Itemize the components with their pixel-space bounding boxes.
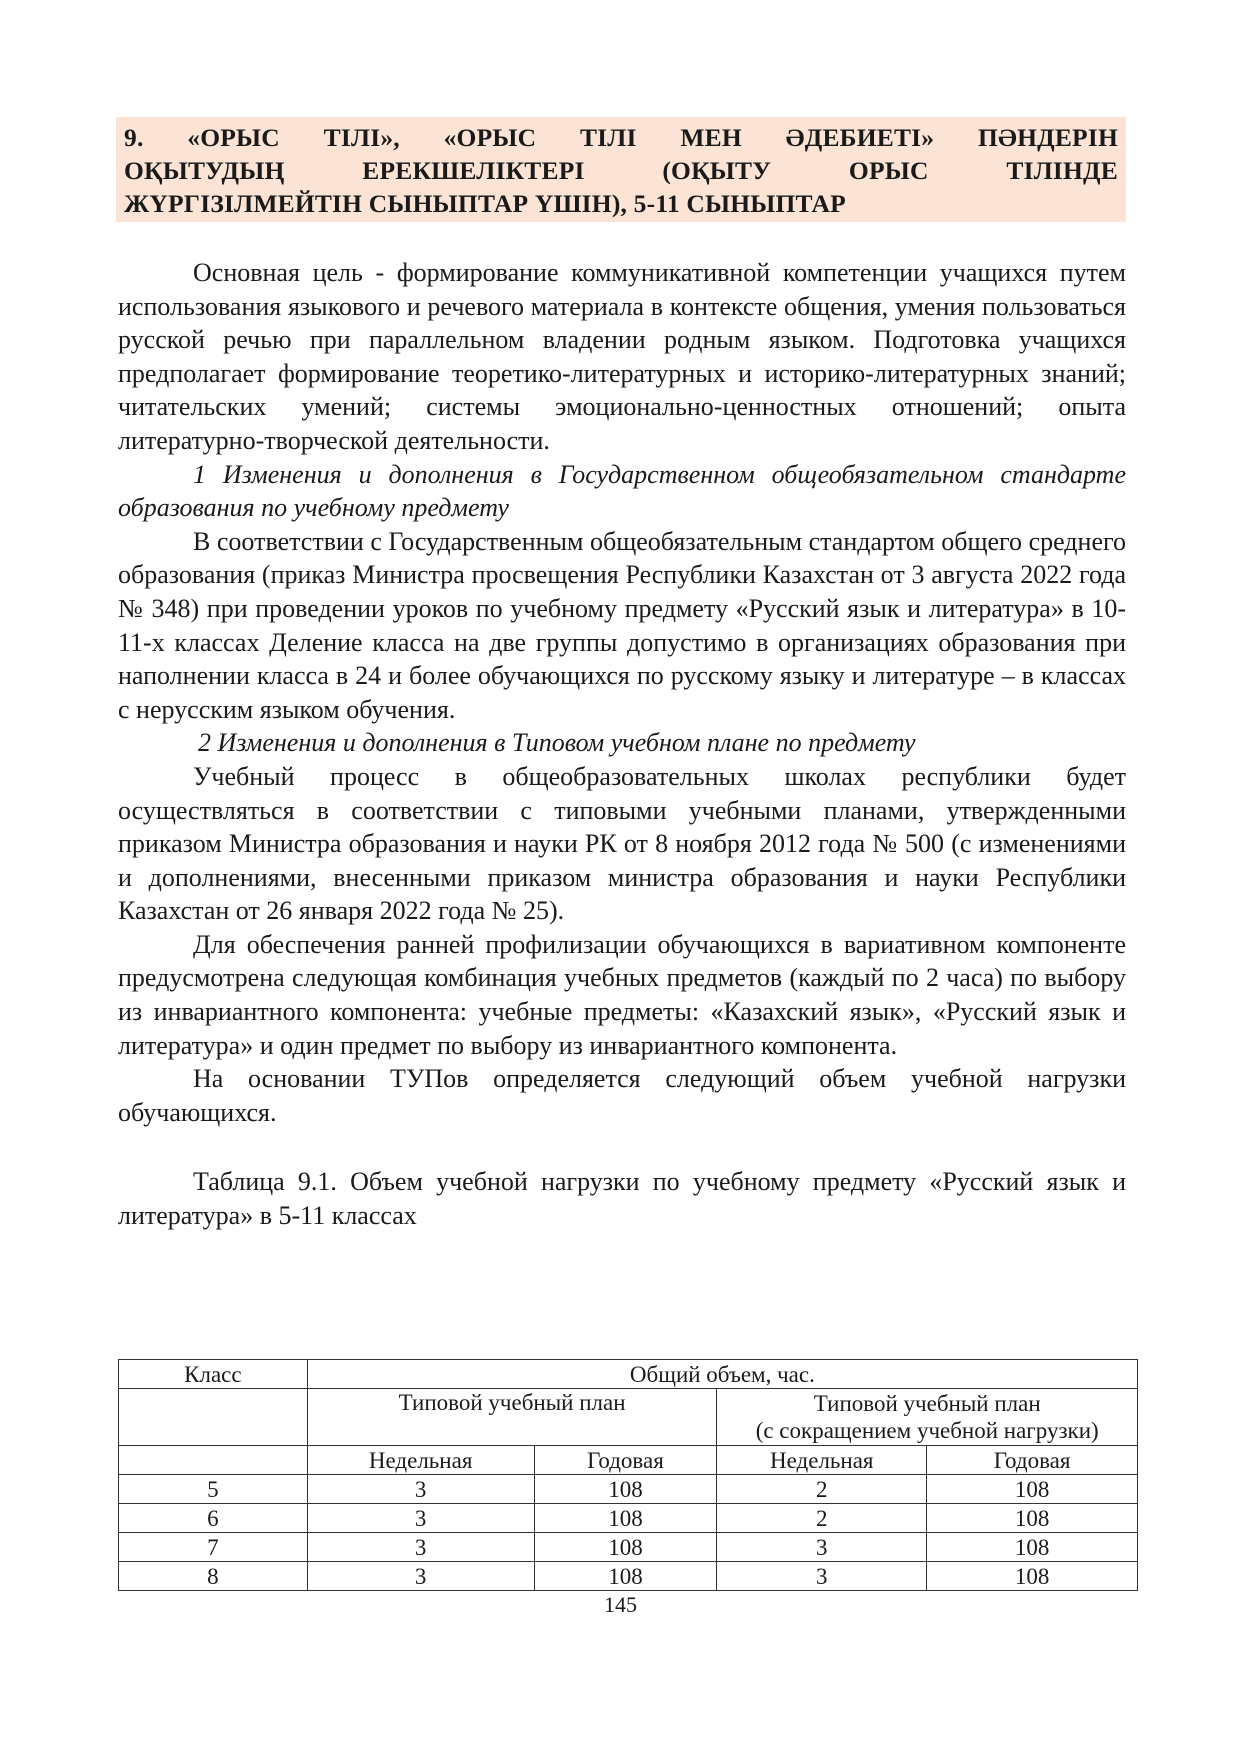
header-class: Класс bbox=[119, 1360, 308, 1389]
cell-std-weekly: 3 bbox=[307, 1475, 534, 1504]
header-plan-reduced-line2: (с сокращением учебной нагрузки) bbox=[755, 1418, 1099, 1443]
cell-std-yearly: 108 bbox=[534, 1533, 717, 1562]
cell-class: 8 bbox=[119, 1562, 308, 1591]
header-std-weekly: Недельная bbox=[307, 1446, 534, 1475]
body-text bbox=[118, 256, 1126, 1233]
paragraph-standard: В соответствии с Государственным общеобязательным стандартом общего среднего образования (приказ Министра просвещения Республики Казахстан от 3 августа 2022 года № 348) при проведении уроков по учебному предмету «Русский язык и литература» в 10-11-х классах Деление класса на две группы допустимо в организациях образования при наполнении класса в 24 и более обучающихся по русскому языку и литературе – в классах с нерусским языком обучения. bbox=[118, 526, 1126, 724]
header-empty bbox=[119, 1446, 308, 1475]
table-row bbox=[119, 1533, 1138, 1562]
header-std-yearly: Годовая bbox=[534, 1446, 717, 1475]
header-red-yearly: Годовая bbox=[927, 1446, 1138, 1475]
table-row bbox=[119, 1562, 1138, 1591]
header-plan-reduced bbox=[717, 1389, 1138, 1446]
load-table bbox=[118, 1359, 1138, 1591]
cell-red-weekly: 3 bbox=[717, 1533, 927, 1562]
heading-line: 9. «ОРЫС ТІЛІ», «ОРЫС ТІЛІ МЕН ӘДЕБИЕТІ» ПӘНДЕРІН bbox=[124, 123, 1118, 152]
paragraph-intro: Основная цель - формирование коммуникативной компетенции учащихся путем использования языкового и речевого материала в контексте общения, умения пользоваться русской речью при параллельном владении родным языком. Подготовка учащихся предполагает формирование теоретико-литературных и историко-литературных знаний; читательских умений; системы эмоционально-ценностных отношений; опыта литературно-творческой деятельности. bbox=[118, 258, 1126, 455]
cell-std-weekly: 3 bbox=[307, 1533, 534, 1562]
table-header-row bbox=[119, 1389, 1138, 1446]
cell-red-yearly: 108 bbox=[927, 1562, 1138, 1591]
cell-red-weekly: 2 bbox=[717, 1504, 927, 1533]
cell-std-weekly: 3 bbox=[307, 1504, 534, 1533]
cell-class: 5 bbox=[119, 1475, 308, 1504]
cell-red-weekly: 3 bbox=[717, 1562, 927, 1591]
table-row bbox=[119, 1475, 1138, 1504]
table-caption: Таблица 9.1. Объем учебной нагрузки по учебному предмету «Русский язык и литература» в 5-11 классах bbox=[118, 1167, 1126, 1231]
paragraph-tup: На основании ТУПов определяется следующий объем учебной нагрузки обучающихся. bbox=[118, 1064, 1126, 1127]
cell-red-yearly: 108 bbox=[927, 1533, 1138, 1562]
header-red-weekly: Недельная bbox=[717, 1446, 927, 1475]
cell-red-yearly: 108 bbox=[927, 1475, 1138, 1504]
cell-std-yearly: 108 bbox=[534, 1504, 717, 1533]
subheading-standard-changes: 1 Изменения и дополнения в Государственном общеобязательном стандарте образования по учебному предмету bbox=[118, 459, 1126, 523]
paragraph-profile: Для обеспечения ранней профилизации обучающихся в вариативном компоненте предусмотрена следующая комбинация учебных предметов (каждый по 2 часа) по выбору из инвариантного компонента: учебные предметы: «Казахский язык», «Русский язык и литература» и один предмет по выбору из инвариантного компонента. bbox=[118, 929, 1126, 1060]
table-row bbox=[119, 1504, 1138, 1533]
heading-line: ЖҮРГІЗІЛМЕЙТІН СЫНЫПТАР ҮШІН), 5-11 СЫНЫПТАР bbox=[124, 189, 846, 218]
cell-std-yearly: 108 bbox=[534, 1475, 717, 1504]
header-empty bbox=[119, 1389, 308, 1446]
table-header-row bbox=[119, 1360, 1138, 1389]
page-number: 145 bbox=[604, 1592, 637, 1617]
table-header-row bbox=[119, 1446, 1138, 1475]
subheading-curriculum-changes: 2 Изменения и дополнения в Типовом учебном плане по предмету bbox=[198, 728, 916, 758]
header-total: Общий объем, час. bbox=[307, 1360, 1137, 1389]
cell-std-yearly: 108 bbox=[534, 1562, 717, 1591]
heading-line: ОҚЫТУДЫҢ ЕРЕКШЕЛІКТЕРІ (ОҚЫТУ ОРЫС ТІЛІНДЕ bbox=[124, 156, 1118, 185]
header-plan-reduced-line1: Типовой учебный план bbox=[813, 1391, 1041, 1416]
section-heading bbox=[116, 117, 1126, 222]
cell-class: 6 bbox=[119, 1504, 308, 1533]
paragraph-process: Учебный процесс в общеобразовательных школах республики будет осуществляться в соответствии с типовыми учебными планами, утвержденными приказом Министра образования и науки РК от 8 ноября 2012 года № 500 (с изменениями и дополнениями, внесенными приказом министра образования и науки Республики Казахстан от 26 января 2022 года № 25). bbox=[118, 761, 1126, 926]
cell-std-weekly: 3 bbox=[307, 1562, 534, 1591]
cell-red-yearly: 108 bbox=[927, 1504, 1138, 1533]
header-plan-standard: Типовой учебный план bbox=[307, 1389, 717, 1446]
cell-red-weekly: 2 bbox=[717, 1475, 927, 1504]
cell-class: 7 bbox=[119, 1533, 308, 1562]
